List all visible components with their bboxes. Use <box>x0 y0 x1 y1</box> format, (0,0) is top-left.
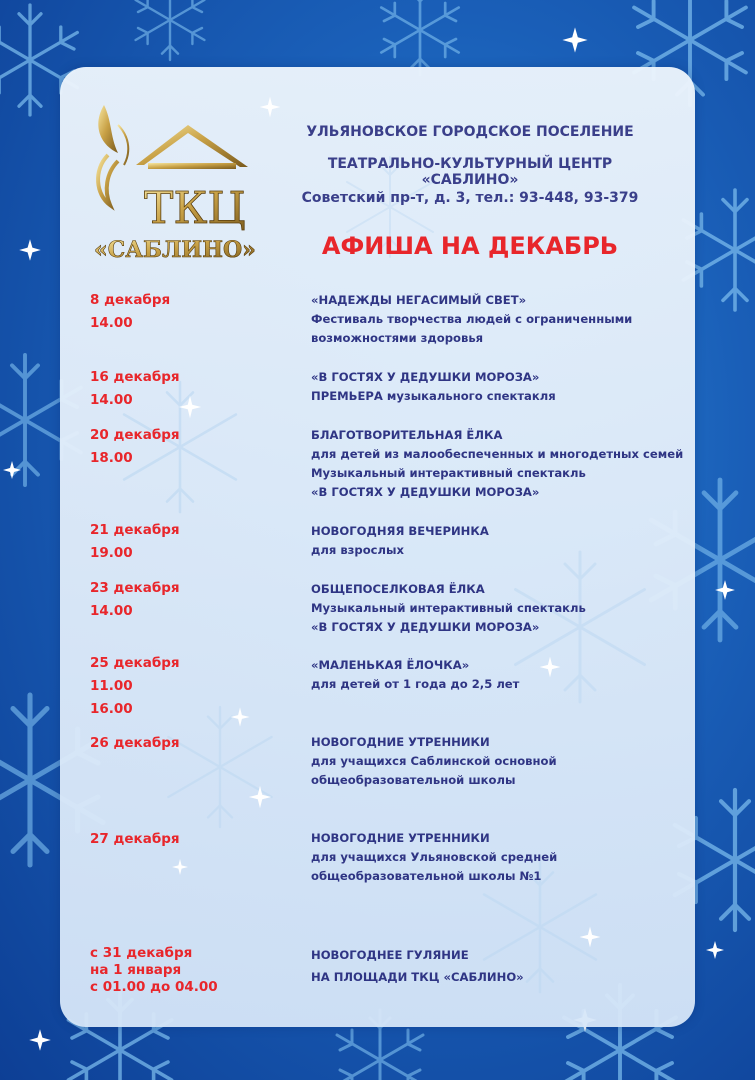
logo-abbr: ТКЦ <box>144 183 246 234</box>
event-info <box>311 944 524 988</box>
event-description: НА ПЛОЩАДИ ТКЦ «САБЛИНО» <box>311 970 524 984</box>
header-municipality: УЛЬЯНОВСКОЕ ГОРОДСКОЕ ПОСЕЛЕНИЕ <box>306 124 634 140</box>
event-info <box>311 656 519 694</box>
date-label: 21 декабря <box>90 522 180 538</box>
event-description: ПРЕМЬЕРА музыкального спектакля <box>311 389 556 403</box>
event-info <box>311 829 557 886</box>
event-date <box>90 366 180 412</box>
event-date <box>90 945 218 996</box>
time-label: с 01.00 до 04.00 <box>90 979 218 995</box>
event-title: НОВОГОДНЯЯ ВЕЧЕРИНКА <box>311 524 489 538</box>
event-description: общеобразовательной школы <box>311 773 516 787</box>
event-description: для учащихся Ульяновской средней <box>311 850 558 864</box>
event-date <box>90 577 180 623</box>
date-label: 27 декабря <box>90 831 180 847</box>
event-date <box>90 652 180 721</box>
event-description: Фестиваль творчества людей с ограниченными <box>311 312 633 326</box>
event-description: Музыкальный интерактивный спектакль <box>311 601 586 615</box>
event-date <box>90 424 180 470</box>
time-label: 11.00 <box>90 678 133 694</box>
event-description: для детей от 1 года до 2,5 лет <box>311 677 520 691</box>
tkc-sablino-logo <box>88 95 268 265</box>
date-label: 16 декабря <box>90 369 180 385</box>
event-description: общеобразовательной школы №1 <box>311 869 542 883</box>
time-label: 18.00 <box>90 450 133 466</box>
page-title: АФИША НА ДЕКАБРЬ <box>321 232 619 260</box>
date-label: 26 декабря <box>90 735 180 751</box>
event-info <box>311 733 557 790</box>
event-title: НОВОГОДНИЕ УТРЕННИКИ <box>311 831 490 845</box>
event-date <box>90 289 170 335</box>
date-label: с 31 декабря <box>90 945 193 961</box>
event-info <box>311 368 556 406</box>
event-info <box>311 291 632 348</box>
event-title: «МАЛЕНЬКАЯ ЁЛОЧКА» <box>311 658 470 672</box>
time-label: 14.00 <box>90 315 133 331</box>
event-info <box>311 426 683 502</box>
event-info <box>311 522 489 560</box>
event-title: ОБЩЕПОСЕЛКОВАЯ ЁЛКА <box>311 582 485 596</box>
event-description: Музыкальный интерактивный спектакль <box>311 466 586 480</box>
event-title: НОВОГОДНЕЕ ГУЛЯНИЕ <box>311 948 469 962</box>
event-info <box>311 580 586 637</box>
header-center-name: ТЕАТРАЛЬНО-КУЛЬТУРНЫЙ ЦЕНТР «САБЛИНО» <box>327 156 613 188</box>
event-description: «В ГОСТЯХ У ДЕДУШКИ МОРОЗА» <box>311 485 540 499</box>
event-date <box>90 828 180 851</box>
time-label: 14.00 <box>90 603 133 619</box>
logo-name: «САБЛИНО» <box>94 237 256 263</box>
date-label: 25 декабря <box>90 655 180 671</box>
event-description: для детей из малообеспеченных и многодетных семей <box>311 447 684 461</box>
event-description: возможностями здоровья <box>311 331 484 345</box>
event-title: БЛАГОТВОРИТЕЛЬНАЯ ЁЛКА <box>311 428 503 442</box>
event-description: для учащихся Саблинской основной <box>311 754 557 768</box>
event-date <box>90 519 180 565</box>
event-description: «В ГОСТЯХ У ДЕДУШКИ МОРОЗА» <box>311 620 540 634</box>
event-date <box>90 732 180 755</box>
date-label: 8 декабря <box>90 292 171 308</box>
date-label: 20 декабря <box>90 427 180 443</box>
event-description: для взрослых <box>311 543 404 557</box>
time-label: 19.00 <box>90 545 133 561</box>
date-label: на 1 января <box>90 962 182 978</box>
event-title: «В ГОСТЯХ У ДЕДУШКИ МОРОЗА» <box>311 370 540 384</box>
header-address: Советский пр-т, д. 3, тел.: 93-448, 93-379 <box>301 190 639 206</box>
date-label: 23 декабря <box>90 580 180 596</box>
event-title: НОВОГОДНИЕ УТРЕННИКИ <box>311 735 490 749</box>
time-label: 16.00 <box>90 701 133 717</box>
time-label: 14.00 <box>90 392 133 408</box>
event-title: «НАДЕЖДЫ НЕГАСИМЫЙ СВЕТ» <box>311 293 527 307</box>
